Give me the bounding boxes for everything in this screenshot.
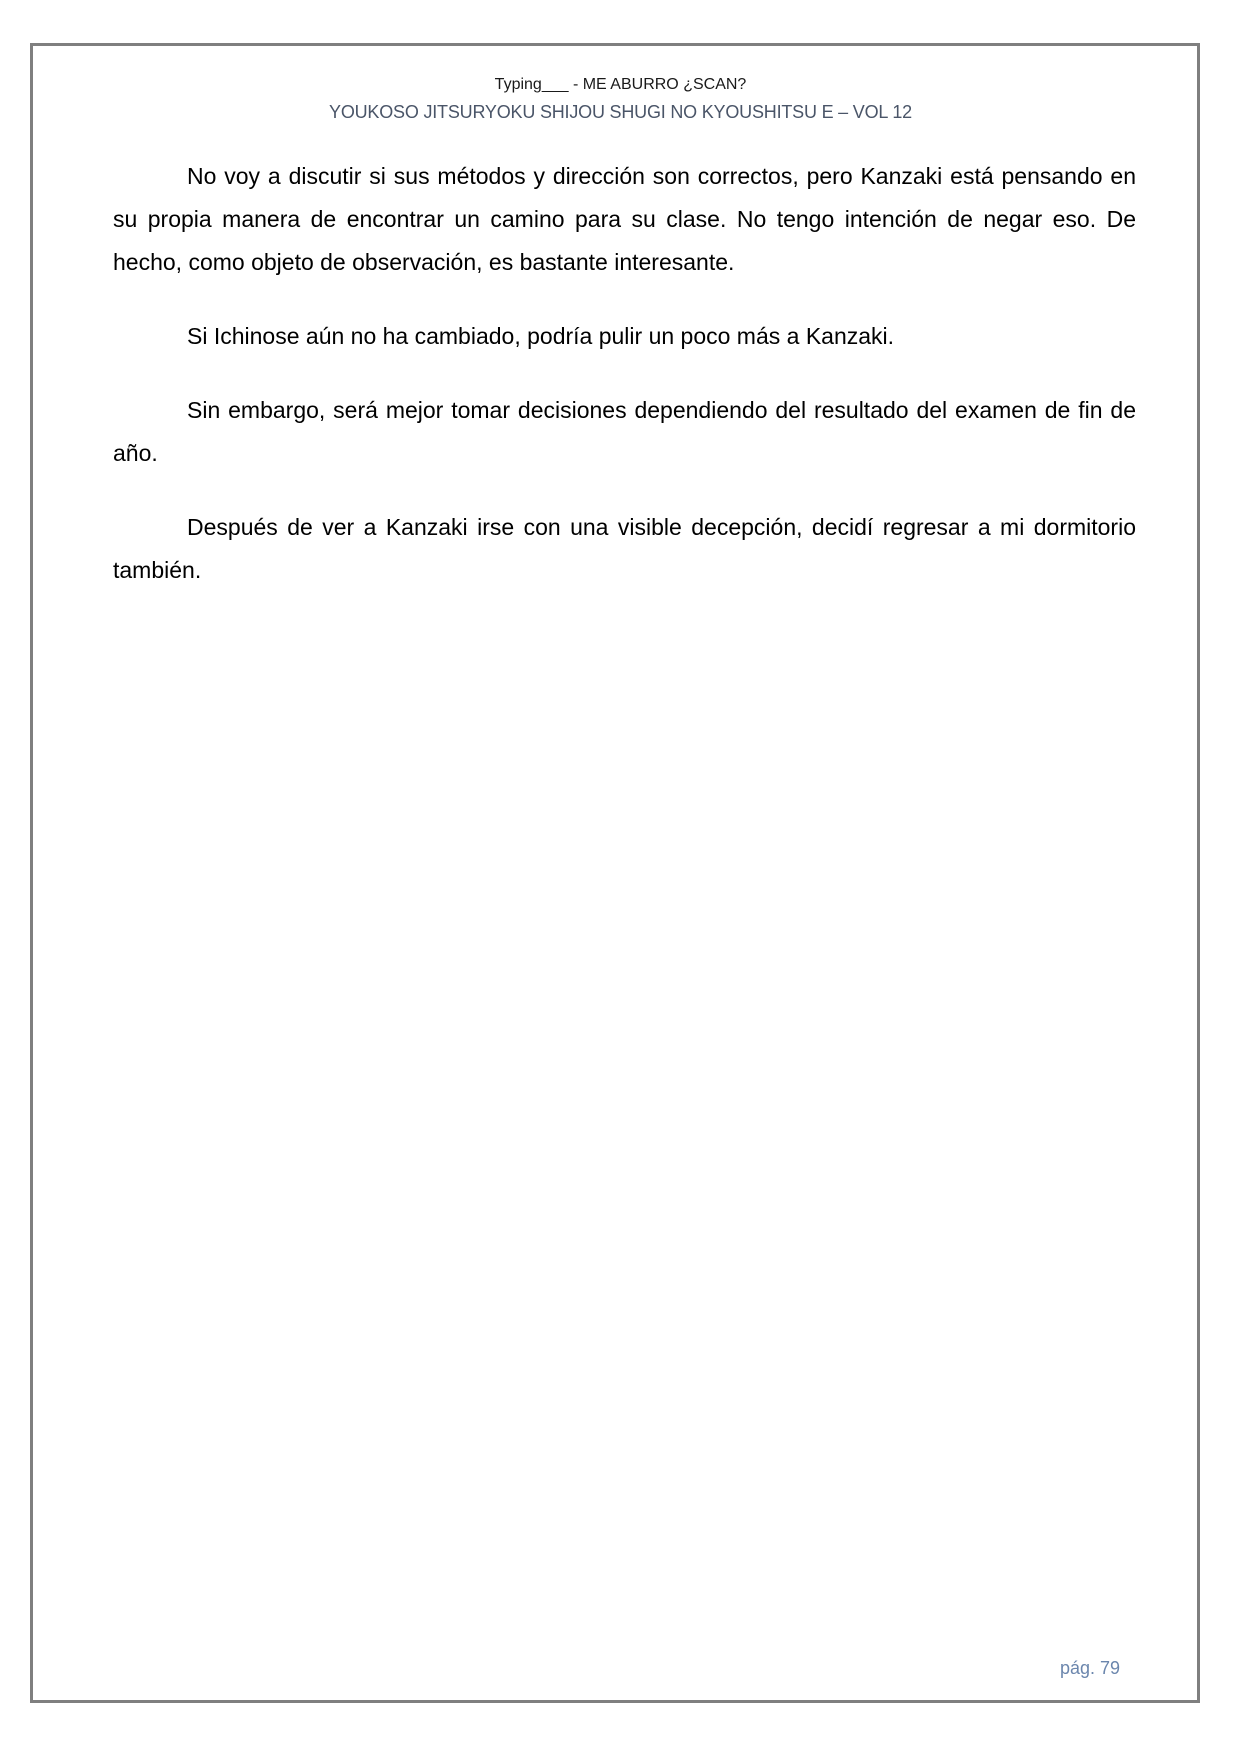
running-header-credit: Typing___ - ME ABURRO ¿SCAN? <box>494 76 747 93</box>
body-text <box>113 155 1136 623</box>
paragraph: Sin embargo, será mejor tomar decisiones dependiendo del resultado del examen de fin de año. <box>113 397 1136 466</box>
paragraph: No voy a discutir si sus métodos y dirección son correctos, pero Kanzaki está pensando en su propia manera de encontrar un camino para su clase. No tengo intención de negar eso. De hecho, como objeto de observación, es bastante interesante. <box>113 163 1136 275</box>
running-header-title: YOUKOSO JITSURYOKU SHIJOU SHUGI NO KYOUSHITSU E – VOL 12 <box>329 102 912 122</box>
paragraph: Si Ichinose aún no ha cambiado, podría pulir un poco más a Kanzaki. <box>187 323 895 349</box>
page-number: pág. 79 <box>1060 1658 1121 1678</box>
paragraph: Después de ver a Kanzaki irse con una visible decepción, decidí regresar a mi dormitorio también. <box>113 514 1136 583</box>
